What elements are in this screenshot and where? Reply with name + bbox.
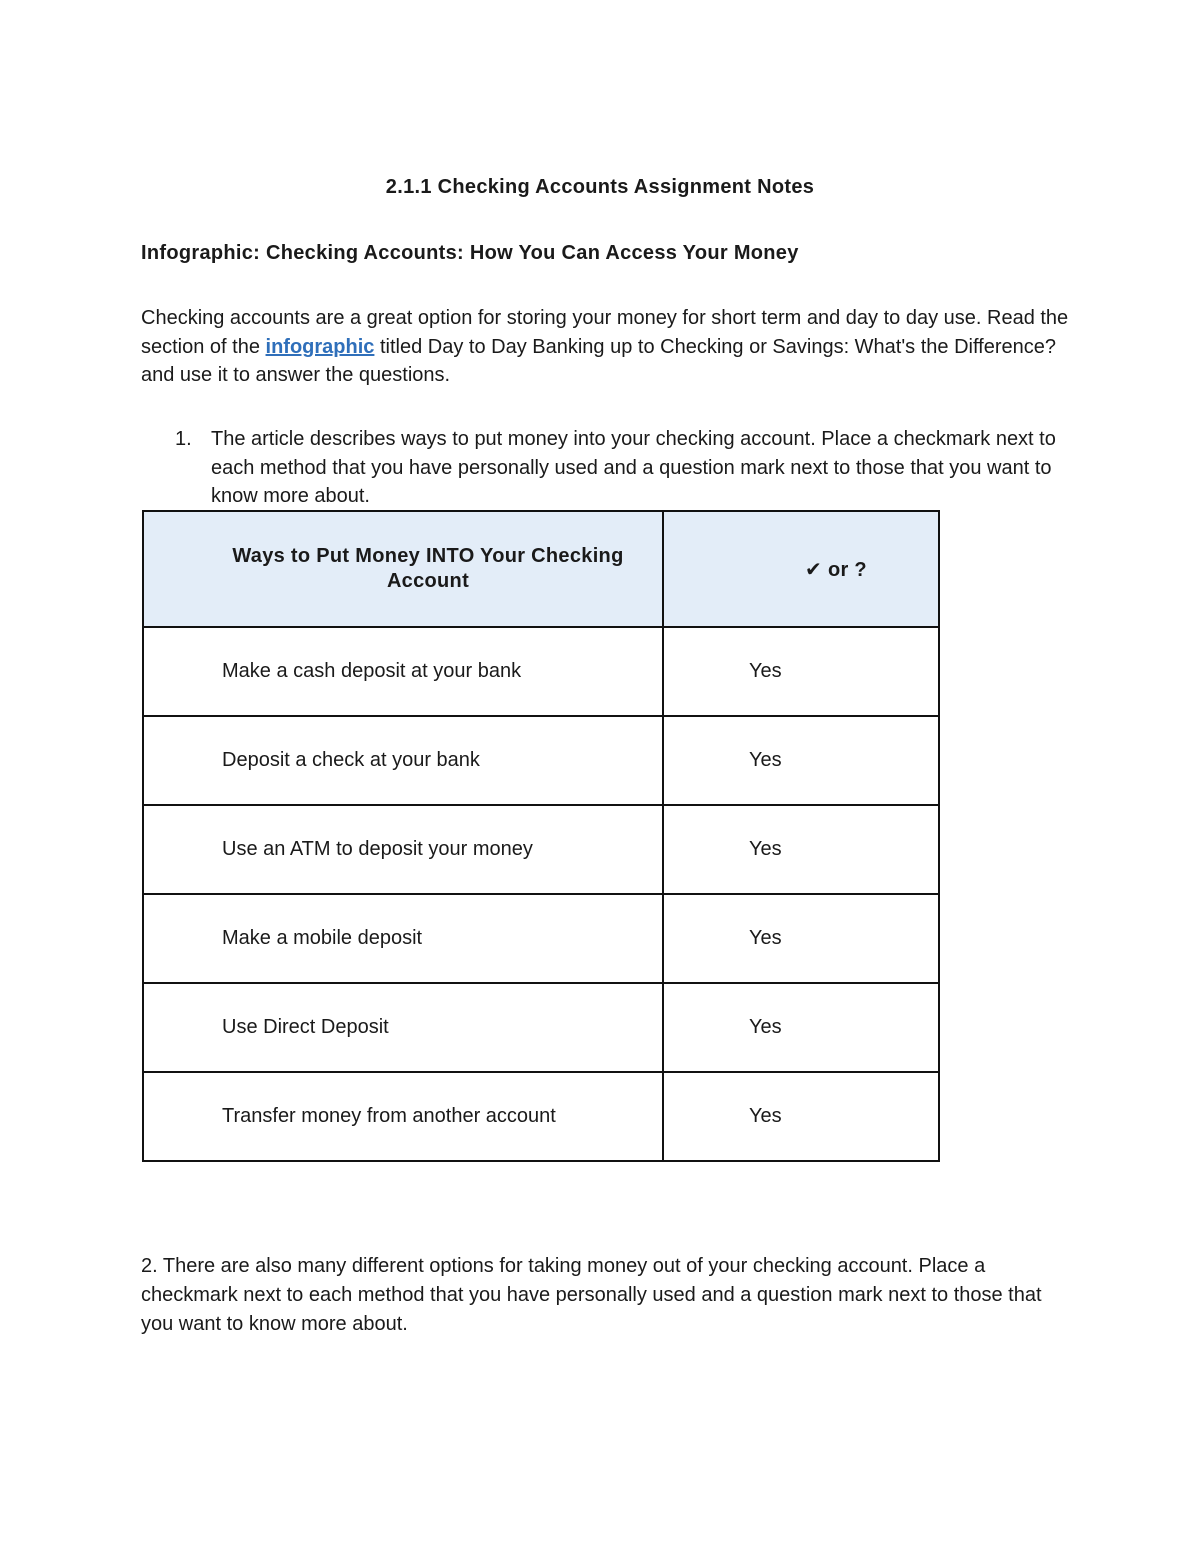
question-1-number: 1. — [175, 428, 192, 450]
method-cell: Make a mobile deposit — [143, 894, 663, 983]
deposit-methods-table — [142, 510, 940, 1162]
answer-cell[interactable]: Yes — [663, 894, 939, 983]
infographic-link[interactable]: infographic — [265, 335, 375, 358]
table-row — [143, 805, 939, 894]
intro-text-before: Checking accounts are a great option for storing your money for short term and day to day use. Read the section of the — [141, 307, 1069, 358]
answer-cell[interactable]: Yes — [663, 805, 939, 894]
method-cell: Transfer money from another account — [143, 1072, 663, 1161]
intro-paragraph — [141, 304, 1071, 390]
question-1 — [141, 425, 1071, 511]
method-cell: Use an ATM to deposit your money — [143, 805, 663, 894]
method-cell: Make a cash deposit at your bank — [143, 627, 663, 716]
method-cell: Deposit a check at your bank — [143, 716, 663, 805]
answer-cell[interactable]: Yes — [663, 1072, 939, 1161]
header-methods — [143, 511, 663, 627]
answer-cell[interactable]: Yes — [663, 983, 939, 1072]
header-check-label: ✔ or ? — [805, 558, 867, 581]
question-2: 2. There are also many different options for taking money out of your checking account. Place a checkmark next to each method that you have personally used and a question mark next to those that you want to know more about. — [141, 1255, 1042, 1335]
table-row — [143, 983, 939, 1072]
answer-cell[interactable]: Yes — [663, 627, 939, 716]
header-check-or-question — [663, 511, 939, 627]
table-header-row — [143, 511, 939, 627]
method-cell: Use Direct Deposit — [143, 983, 663, 1072]
table-row — [143, 1072, 939, 1161]
table-row — [143, 894, 939, 983]
table-row — [143, 716, 939, 805]
document-title: 2.1.1 Checking Accounts Assignment Notes — [385, 176, 815, 198]
intro-text-after: titled Day to Day Banking up to Checking or Savings: What's the Difference? and use it to answer the questions. — [141, 335, 1057, 387]
question-1-text: The article describes ways to put money into your checking account. Place a checkmark next to each method that you have personally used and a question mark next to those that you want to know more about. — [211, 428, 1056, 508]
answer-cell[interactable]: Yes — [663, 716, 939, 805]
header-methods-label: Ways to Put Money INTO Your Checking Account — [232, 545, 624, 592]
infographic-heading: Infographic: Checking Accounts: How You Can Access Your Money — [141, 242, 799, 264]
table-row — [143, 627, 939, 716]
